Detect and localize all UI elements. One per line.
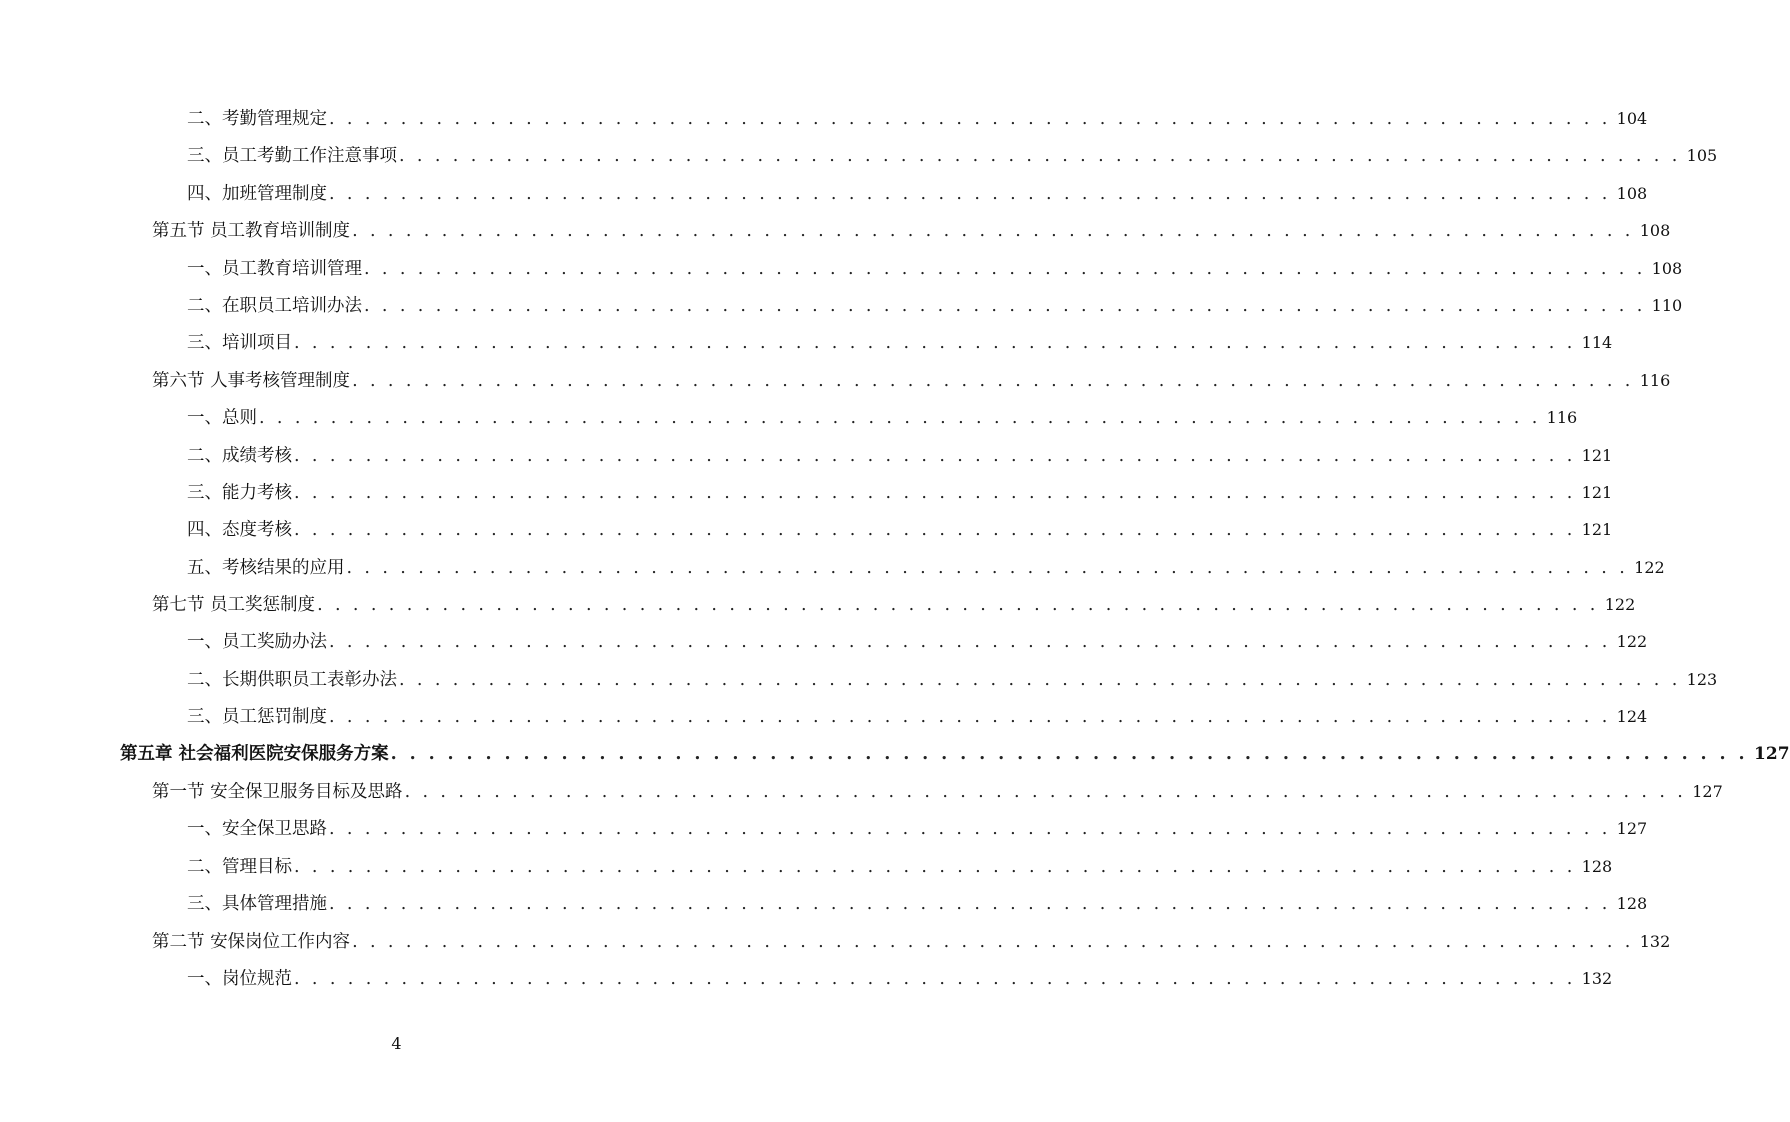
toc-entry-line xyxy=(187,250,1683,288)
toc-entry-page: 104 xyxy=(1616,109,1648,128)
toc-entry[interactable] xyxy=(0,250,1683,287)
toc-entry-line xyxy=(187,399,1578,437)
toc-entry-title: 二、成绩考核 xyxy=(187,445,292,466)
toc-entry-page: 116 xyxy=(1546,408,1578,428)
toc-leader-dots: . . . . . . . . . . . . . . . . . . . . . . . . . . . . . . . . . . . . . . . . . . . . . . . . . . . . . . . . . . . . . . . . . . . . . . . . xyxy=(352,931,1634,952)
toc-entry[interactable] xyxy=(0,137,1718,174)
toc-entry-line xyxy=(187,848,1613,886)
toc-leader-dots: . . . . . . . . . . . . . . . . . . . . . . . . . . . . . . . . . . . . . . . . . . . . . . . . . . . . . . . . . . . . . . . . . . . . . . . . xyxy=(404,782,1687,803)
toc-entry-title: 三、具体管理措施 xyxy=(187,894,327,915)
toc-entry-title: 一、总则 xyxy=(187,408,257,429)
toc-entry[interactable] xyxy=(0,549,1665,586)
toc-entry-line xyxy=(187,474,1613,512)
toc-leader-dots: . . . . . . . . . . . . . . . . . . . . . . . . . . . . . . . . . . . . . . . . . . . . . . . . . . . . . . . . . . . . . . . . . . . . . . . . xyxy=(294,445,1576,466)
toc-entry-line xyxy=(152,586,1636,624)
toc-leader-dots: . . . . . . . . . . . . . . . . . . . . . . . . . . . . . . . . . . . . . . . . . . . . . . . . . . . . . . . . . . . . . . . . . . . . . . . . xyxy=(346,557,1629,578)
toc-entry-line xyxy=(187,324,1613,362)
toc-entry[interactable] xyxy=(0,885,1648,922)
toc-entry[interactable] xyxy=(0,212,1671,249)
toc-entry-page: 105 xyxy=(1686,146,1718,166)
toc-entry-line xyxy=(187,960,1613,998)
toc-entry-title: 第二节 安保岗位工作内容 xyxy=(152,931,351,952)
toc-entry[interactable] xyxy=(0,399,1578,436)
toc-leader-dots: . . . . . . . . . . . . . . . . . . . . . . . . . . . . . . . . . . . . . . . . . . . . . . . . . . . . . . . . . . . . . . . . . . . . . . . . xyxy=(352,221,1634,242)
toc-entry-line xyxy=(152,212,1671,250)
toc-entry-title: 第七节 员工奖惩制度 xyxy=(152,595,316,616)
toc-entry[interactable] xyxy=(0,474,1613,511)
toc-entry-line xyxy=(187,549,1665,587)
toc-leader-dots: . . . . . . . . . . . . . . . . . . . . . . . . . . . . . . . . . . . . . . . . . . . . . . . . . . . . . . . . . . . . . . . . . . . . . . . . xyxy=(294,520,1576,541)
toc-entry-title: 三、员工考勤工作注意事项 xyxy=(187,146,397,167)
toc-entry-title: 一、员工教育培训管理 xyxy=(187,258,362,279)
toc-leader-dots: . . . . . . . . . . . . . . . . . . . . . . . . . . . . . . . . . . . . . . . . . . . . . . . . . . . . . . . . . . . . . . . . . . . . . . . . xyxy=(399,146,1681,167)
toc-leader-dots: . . . . . . . . . . . . . . . . . . . . . . . . . . . . . . . . . . . . . . . . . . . . . . . . . . . . . . . . . . . . . . . . . . . . . . . . xyxy=(294,333,1576,354)
toc-entry-line xyxy=(187,511,1613,549)
toc-entry-title: 二、在职员工培训办法 xyxy=(187,295,362,316)
toc-leader-dots: . . . . . . . . . . . . . . . . . . . . . . . . . . . . . . . . . . . . . . . . . . . . . . . . . . . . . . . . . . . . . . . . . . . . . . . . xyxy=(329,109,1611,129)
toc-leader-dots: . . . . . . . . . . . . . . . . . . . . . . . . . . . . . . . . . . . . . . . . . . . . . . . . . . . . . . . . . . . . . . . . . . . . . . . . xyxy=(317,595,1599,616)
toc-entry-line xyxy=(187,175,1648,213)
toc-entry[interactable] xyxy=(0,175,1648,212)
toc-entry-title: 第五节 员工教育培训制度 xyxy=(152,221,351,242)
toc-entry-line xyxy=(187,137,1718,175)
toc-entry[interactable] xyxy=(0,324,1613,361)
toc-entry[interactable] xyxy=(0,100,1648,137)
toc-entry-line xyxy=(152,923,1671,961)
toc-entry-line xyxy=(187,437,1613,475)
toc-entry-page: 122 xyxy=(1604,595,1636,615)
toc-leader-dots: . . . . . . . . . . . . . . . . . . . . . . . . . . . . . . . . . . . . . . . . . . . . . . . . . . . . . . . . . . . . . . . . . . . . . . . . xyxy=(329,183,1611,204)
toc-entry-title: 四、加班管理制度 xyxy=(187,183,327,204)
toc-entry-line xyxy=(152,362,1671,400)
toc-entry-title: 一、员工奖励办法 xyxy=(187,632,327,653)
toc-entry-page: 116 xyxy=(1639,370,1671,390)
toc-entry-page: 121 xyxy=(1581,520,1613,540)
toc-entry-page: 110 xyxy=(1651,295,1683,315)
toc-entry-page: 128 xyxy=(1616,894,1648,914)
toc-entry-page: 127 xyxy=(1692,782,1723,802)
toc-entry-title: 五、考核结果的应用 xyxy=(187,557,345,578)
toc-leader-dots: . . . . . . . . . . . . . . . . . . . . . . . . . . . . . . . . . . . . . . . . . . . . . . . . . . . . . . . . . . . . . . . . . . . . . . . . xyxy=(329,632,1611,653)
toc-entry-title: 三、培训项目 xyxy=(187,333,292,354)
toc-leader-dots: . . . . . . . . . . . . . . . . . . . . . . . . . . . . . . . . . . . . . . . . . . . . . . . . . . . . . . . . . . . . . . . . . . . . . . . . xyxy=(329,819,1611,840)
toc-entry-line xyxy=(187,885,1648,923)
toc-leader-dots: . . . . . . . . . . . . . . . . . . . . . . . . . . . . . . . . . . . . . . . . . . . . . . . . . . . . . . . . . . . . . . . . . . . . . . . . xyxy=(329,894,1611,915)
table-of-contents xyxy=(0,100,1790,997)
toc-leader-dots: . . . . . . . . . . . . . . . . . . . . . . . . . . . . . . . . . . . . . . . . . . . . . . . . . . . . . . . . . . . . . . . . . . . . . . . . xyxy=(294,968,1576,989)
toc-entry-line xyxy=(187,698,1648,736)
toc-entry-page: 122 xyxy=(1616,632,1648,652)
toc-leader-dots: . . . . . . . . . . . . . . . . . . . . . . . . . . . . . . . . . . . . . . . . . . . . . . . . . . . . . . . . . . . . . . . . . . . . . . . . xyxy=(259,408,1541,429)
toc-entry-title: 三、员工惩罚制度 xyxy=(187,707,327,728)
toc-entry-page: 132 xyxy=(1581,968,1613,988)
toc-entry-line xyxy=(187,100,1648,138)
toc-entry-page: 124 xyxy=(1616,707,1648,727)
toc-leader-dots: . . . . . . . . . . . . . . . . . . . . . . . . . . . . . . . . . . . . . . . . . . . . . . . . . . . . . . . . . . . . . . . . . . . . . . . . xyxy=(364,295,1646,316)
toc-entry[interactable] xyxy=(0,810,1648,847)
toc-entry[interactable] xyxy=(0,960,1613,997)
toc-entry-page: 132 xyxy=(1639,931,1671,951)
toc-entry-line xyxy=(187,287,1683,325)
toc-entry-page: 108 xyxy=(1639,221,1671,241)
toc-entry-page: 108 xyxy=(1651,258,1683,278)
toc-entry-page: 123 xyxy=(1686,669,1718,689)
toc-entry[interactable] xyxy=(0,511,1613,548)
toc-entry-line xyxy=(187,623,1648,661)
toc-entry[interactable] xyxy=(0,848,1613,885)
toc-entry-line xyxy=(187,810,1648,848)
toc-entry-title: 一、岗位规范 xyxy=(187,968,292,989)
toc-entry-page: 122 xyxy=(1634,557,1665,577)
toc-entry-title: 第一节 安全保卫服务目标及思路 xyxy=(152,782,403,803)
toc-entry[interactable] xyxy=(0,287,1683,324)
toc-entry[interactable] xyxy=(0,736,1790,773)
toc-entry[interactable] xyxy=(0,623,1648,660)
toc-entry[interactable] xyxy=(0,773,1723,810)
page-number: 4 xyxy=(391,1034,402,1053)
toc-leader-dots: . . . . . . . . . . . . . . . . . . . . . . . . . . . . . . . . . . . . . . . . . . . . . . . . . . . . . . . . . . . . . . . . . . . . . . . . xyxy=(364,258,1646,279)
toc-entry-title: 四、态度考核 xyxy=(187,520,292,541)
toc-entry-title: 二、长期供职员工表彰办法 xyxy=(187,669,397,690)
toc-entry-page: 128 xyxy=(1581,856,1613,876)
toc-entry[interactable] xyxy=(0,586,1636,623)
toc-entry-title: 二、考勤管理规定 xyxy=(187,109,327,129)
toc-entry[interactable] xyxy=(0,437,1613,474)
toc-entry-title: 二、管理目标 xyxy=(187,856,292,877)
toc-entry-page: 114 xyxy=(1581,333,1613,353)
toc-entry-page: 127 xyxy=(1754,743,1790,764)
toc-entry[interactable] xyxy=(0,698,1648,735)
toc-entry-page: 127 xyxy=(1616,819,1648,839)
toc-entry[interactable] xyxy=(0,362,1671,399)
toc-entry-line xyxy=(120,736,1790,773)
toc-leader-dots: . . . . . . . . . . . . . . . . . . . . . . . . . . . . . . . . . . . . . . . . . . . . . . . . . . . . . . . . . . . . . . . . . . . . . . . . xyxy=(329,707,1611,728)
toc-entry-title: 第五章 社会福利医院安保服务方案 xyxy=(120,743,389,764)
toc-entry-title: 第六节 人事考核管理制度 xyxy=(152,370,351,391)
toc-leader-dots: . . . . . . . . . . . . . . . . . . . . . . . . . . . . . . . . . . . . . . . . . . . . . . . . . . . . . . . . . . . . . . . . . . . . . . . . xyxy=(390,743,1749,764)
toc-entry-title: 三、能力考核 xyxy=(187,482,292,503)
toc-entry[interactable] xyxy=(0,923,1671,960)
toc-entry-page: 108 xyxy=(1616,183,1648,203)
toc-entry-page: 121 xyxy=(1581,445,1613,465)
toc-leader-dots: . . . . . . . . . . . . . . . . . . . . . . . . . . . . . . . . . . . . . . . . . . . . . . . . . . . . . . . . . . . . . . . . . . . . . . . . xyxy=(294,856,1576,877)
toc-entry-line xyxy=(152,773,1723,811)
toc-entry-line xyxy=(187,661,1718,699)
toc-leader-dots: . . . . . . . . . . . . . . . . . . . . . . . . . . . . . . . . . . . . . . . . . . . . . . . . . . . . . . . . . . . . . . . . . . . . . . . . xyxy=(352,370,1634,391)
toc-leader-dots: . . . . . . . . . . . . . . . . . . . . . . . . . . . . . . . . . . . . . . . . . . . . . . . . . . . . . . . . . . . . . . . . . . . . . . . . xyxy=(294,482,1576,503)
toc-entry-title: 一、安全保卫思路 xyxy=(187,819,327,840)
toc-leader-dots: . . . . . . . . . . . . . . . . . . . . . . . . . . . . . . . . . . . . . . . . . . . . . . . . . . . . . . . . . . . . . . . . . . . . . . . . xyxy=(399,669,1681,690)
toc-entry[interactable] xyxy=(0,661,1718,698)
toc-entry-page: 121 xyxy=(1581,482,1613,502)
